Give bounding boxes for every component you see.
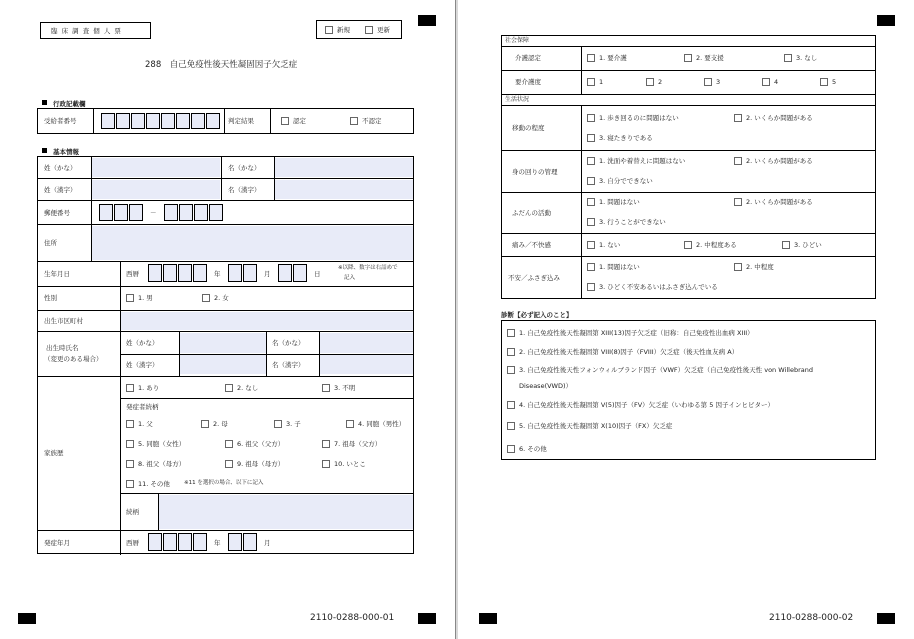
social-life-table bbox=[501, 35, 876, 299]
checkbox-icon bbox=[322, 440, 330, 448]
checkbox-icon bbox=[346, 420, 354, 428]
pain-opt-2[interactable]: 2. 中程度ある bbox=[684, 241, 737, 249]
page-code: 2110-0288-000-01 bbox=[310, 613, 395, 623]
registration-mark bbox=[479, 613, 497, 624]
care-level-3[interactable]: 3 bbox=[704, 78, 720, 86]
diagnosis-opt-4[interactable]: 4. 自己免疫性後天性凝固第 V(5)因子（FV）欠乏症（いわゆる第 5 因子インヒビター） bbox=[507, 401, 774, 409]
checkbox-icon bbox=[126, 384, 134, 392]
checkbox-icon bbox=[820, 78, 828, 86]
care-level-1[interactable]: 1 bbox=[587, 78, 603, 86]
care-cert-opt-2[interactable]: 2. 要支援 bbox=[684, 54, 724, 62]
birth-surname-kanji-label: 姓（漢字） bbox=[126, 361, 159, 369]
birth-month-label: 月 bbox=[264, 270, 271, 278]
relation-header: 発症者続柄 bbox=[126, 403, 159, 411]
checkbox-icon bbox=[126, 420, 134, 428]
diagnosis-opt-5[interactable]: 5. 自己免疫性後天性凝固第 X(10)因子（FX）欠乏症 bbox=[507, 422, 672, 430]
birthname-label: 出生時氏名 bbox=[46, 344, 79, 352]
birth-note: ※以降、数字は右詰めで bbox=[338, 265, 398, 271]
checkbox-icon bbox=[507, 445, 515, 453]
checkbox-icon bbox=[782, 241, 790, 249]
anxiety-opt-1[interactable]: 1. 問題はない bbox=[587, 263, 640, 271]
relation-label: 続柄 bbox=[126, 508, 139, 516]
approved-checkbox[interactable]: 認定 bbox=[281, 117, 306, 125]
checkbox-icon bbox=[225, 440, 233, 448]
checkbox-icon bbox=[507, 366, 515, 374]
birthname-label-2: （変更のある場合） bbox=[44, 355, 103, 363]
form-title-box bbox=[40, 22, 151, 39]
care-cert-opt-3[interactable]: 3. なし bbox=[784, 54, 817, 62]
checkbox-icon bbox=[734, 114, 742, 122]
care-cert-label: 介護認定 bbox=[515, 54, 541, 62]
checkbox-icon bbox=[734, 263, 742, 271]
care-level-4[interactable]: 4 bbox=[762, 78, 778, 86]
diagnosis-opt-3[interactable]: 3. 自己免疫性後天性フォンウィルブランド因子（VWF）欠乏症（自己免疫性後天性 von Willebrand bbox=[507, 366, 813, 374]
registration-mark bbox=[418, 15, 436, 26]
checkbox-icon bbox=[587, 241, 595, 249]
other-note: ※11 を選択の場合、以下に記入 bbox=[184, 480, 264, 486]
form-page-1 bbox=[0, 0, 455, 639]
checkbox-icon bbox=[587, 263, 595, 271]
pain-opt-3[interactable]: 3. ひどい bbox=[782, 241, 822, 249]
anxiety-opt-2[interactable]: 2. 中程度 bbox=[734, 263, 774, 271]
checkbox-icon bbox=[126, 294, 134, 302]
checkbox-icon bbox=[322, 460, 330, 468]
selfcare-opt-3[interactable]: 3. 自分でできない bbox=[587, 177, 653, 185]
checkbox-icon bbox=[587, 198, 595, 206]
diagnosis-table bbox=[501, 320, 876, 460]
pain-label: 痛み／不快感 bbox=[512, 241, 551, 249]
surname-kanji-label: 姓（漢字） bbox=[44, 186, 77, 194]
checkbox-icon bbox=[684, 241, 692, 249]
care-level-2[interactable]: 2 bbox=[646, 78, 662, 86]
registration-mark bbox=[877, 15, 895, 26]
checkbox-icon bbox=[325, 26, 333, 34]
female-checkbox[interactable]: 2. 女 bbox=[202, 294, 229, 302]
diagnosis-header: 診断【必ず記入のこと】 bbox=[501, 311, 573, 319]
judgment-label: 判定結果 bbox=[228, 117, 254, 125]
checkbox-icon bbox=[734, 198, 742, 206]
section-admin: 行政記載欄 bbox=[42, 99, 86, 108]
checkbox-icon bbox=[126, 480, 134, 488]
address-label: 住所 bbox=[44, 239, 57, 247]
checkbox-icon bbox=[507, 422, 515, 430]
given-kana-label: 名（かな） bbox=[228, 164, 261, 172]
form-page-2 bbox=[458, 0, 914, 639]
checkbox-icon bbox=[587, 218, 595, 226]
relation-opt-2[interactable]: 2. 母 bbox=[201, 420, 228, 428]
basic-info-table: 姓（かな） 名（かな） 姓（漢字） 名（漢字） 郵便番号 － 住所 生年月日 西暦 年 月 日 ※以降、数字は右詰めで 記入 性別 1. 男 2. 女 出生市区町村 出生時氏名 （変更のある場合） 姓（かな） 名（かな） 姓（漢字） 名（漢字） 家族歴 1. あり 2. なし 3. 不明 発症者続柄 1. 父 2. 母 3. 子 4. 同胞（男性） 5. 同胞（女性） 6. 祖父（父方） 7. 祖母（父方） 8. 祖父（母方） 9. 祖母（母方） 10. いとこ 11. その他 ※11 を選択の場合、以下に記入 続柄 発症年月 西暦 年 月 bbox=[37, 156, 414, 554]
diagnosis-opt-2[interactable]: 2. 自己免疫性後天性凝固第 VIII(8)因子（FVIII）欠乏症（後天性血友病 A） bbox=[507, 348, 738, 356]
checkbox-icon bbox=[281, 117, 289, 125]
birth-given-kana-label: 名（かな） bbox=[272, 339, 305, 347]
checkbox-icon bbox=[322, 384, 330, 392]
checkbox-icon bbox=[684, 54, 692, 62]
relation-opt-9[interactable]: 9. 祖母（母方） bbox=[225, 460, 284, 468]
activity-opt-3[interactable]: 3. 行うことができない bbox=[587, 218, 666, 226]
birthplace-label: 出生市区町村 bbox=[44, 317, 83, 325]
postal-label: 郵便番号 bbox=[44, 209, 70, 217]
onset-month-label: 月 bbox=[264, 539, 271, 547]
disease-title: 288 自己免疫性後天性凝固因子欠乏症 bbox=[145, 60, 298, 70]
relation-opt-8[interactable]: 8. 祖父（母方） bbox=[126, 460, 185, 468]
onset-year-label: 年 bbox=[214, 539, 221, 547]
relation-opt-6[interactable]: 6. 祖父（父方） bbox=[225, 440, 284, 448]
new-checkbox[interactable]: 新規 bbox=[325, 26, 350, 34]
selfcare-opt-2[interactable]: 2. いくらか問題がある bbox=[734, 157, 813, 165]
checkbox-icon bbox=[274, 420, 282, 428]
checkbox-icon bbox=[350, 117, 358, 125]
admin-table bbox=[37, 108, 414, 134]
diagnosis-opt-6[interactable]: 6. その他 bbox=[507, 445, 547, 453]
given-kanji-label: 名（漢字） bbox=[228, 186, 261, 194]
relation-opt-4[interactable]: 4. 同胞（男性） bbox=[346, 420, 405, 428]
mobility-opt-2[interactable]: 2. いくらか問題がある bbox=[734, 114, 813, 122]
checkbox-icon bbox=[784, 54, 792, 62]
checkbox-icon bbox=[126, 460, 134, 468]
onset-era-label: 西暦 bbox=[126, 539, 139, 547]
birth-year-label: 年 bbox=[214, 270, 221, 278]
not-approved-checkbox[interactable]: 不認定 bbox=[350, 117, 382, 125]
checkbox-icon bbox=[587, 283, 595, 291]
page-code: 2110-0288-000-02 bbox=[769, 613, 854, 623]
checkbox-icon bbox=[587, 114, 595, 122]
checkbox-icon bbox=[587, 177, 595, 185]
family-opt-1[interactable]: 1. あり bbox=[126, 384, 159, 392]
checkbox-icon bbox=[507, 348, 515, 356]
birth-surname-kana-label: 姓（かな） bbox=[126, 339, 159, 347]
checkbox-icon bbox=[587, 54, 595, 62]
checkbox-icon bbox=[201, 420, 209, 428]
male-checkbox[interactable]: 1. 男 bbox=[126, 294, 153, 302]
care-level-label: 要介護度 bbox=[515, 78, 541, 86]
relation-opt-7[interactable]: 7. 祖母（父方） bbox=[322, 440, 381, 448]
family-opt-2[interactable]: 2. なし bbox=[225, 384, 258, 392]
recipient-no-label: 受給者番号 bbox=[44, 117, 77, 125]
registration-mark bbox=[18, 613, 36, 624]
checkbox-icon bbox=[734, 157, 742, 165]
relation-opt-10[interactable]: 10. いとこ bbox=[322, 460, 366, 468]
checkbox-icon bbox=[646, 78, 654, 86]
activity-opt-1[interactable]: 1. 問題はない bbox=[587, 198, 640, 206]
birth-day-label: 日 bbox=[314, 270, 321, 278]
relation-opt-11[interactable]: 11. その他 bbox=[126, 480, 170, 488]
birth-label: 生年月日 bbox=[44, 270, 70, 278]
checkbox-icon bbox=[587, 134, 595, 142]
checkbox-icon bbox=[365, 26, 373, 34]
pain-opt-1[interactable]: 1. ない bbox=[587, 241, 620, 249]
social-header: 社会保障 bbox=[505, 37, 530, 44]
family-label: 家族歴 bbox=[44, 449, 64, 457]
relation-opt-5[interactable]: 5. 同胞（女性） bbox=[126, 440, 185, 448]
registration-mark bbox=[418, 613, 436, 624]
life-header: 生活状況 bbox=[505, 96, 530, 103]
diagnosis-opt-1[interactable]: 1. 自己免疫性後天性凝固第 XIII(13)因子欠乏症（旧称：自己免疫性出血病 XIII） bbox=[507, 329, 754, 337]
relation-opt-3[interactable]: 3. 子 bbox=[274, 420, 301, 428]
relation-opt-1[interactable]: 1. 父 bbox=[126, 420, 153, 428]
section-basic: 基本情報 bbox=[42, 147, 79, 156]
selfcare-label: 身の回りの管理 bbox=[512, 168, 558, 176]
checkbox-icon bbox=[507, 329, 515, 337]
checkbox-icon bbox=[704, 78, 712, 86]
mobility-label: 移動の程度 bbox=[512, 124, 545, 132]
registration-mark bbox=[877, 613, 895, 624]
birth-note-2: 記入 bbox=[344, 275, 356, 281]
activity-label: ふだんの活動 bbox=[512, 209, 551, 217]
family-opt-3[interactable]: 3. 不明 bbox=[322, 384, 355, 392]
anxiety-opt-3[interactable]: 3. ひどく不安あるいはふさぎ込んでいる bbox=[587, 283, 718, 291]
new-update-box bbox=[316, 20, 402, 39]
form-title: 臨 床 調 査 個 人 票 bbox=[51, 27, 122, 35]
checkbox-icon bbox=[762, 78, 770, 86]
birth-given-kanji-label: 名（漢字） bbox=[272, 361, 305, 369]
checkbox-icon bbox=[126, 440, 134, 448]
selfcare-opt-1[interactable]: 1. 洗面や着替えに問題はない bbox=[587, 157, 685, 165]
care-cert-opt-1[interactable]: 1. 要介護 bbox=[587, 54, 627, 62]
checkbox-icon bbox=[587, 78, 595, 86]
activity-opt-2[interactable]: 2. いくらか問題がある bbox=[734, 198, 813, 206]
checkbox-icon bbox=[225, 384, 233, 392]
mobility-opt-3[interactable]: 3. 寝たきりである bbox=[587, 134, 653, 142]
mobility-opt-1[interactable]: 1. 歩き回るのに問題はない bbox=[587, 114, 679, 122]
diagnosis-opt-3-cont: Disease(VWD)） bbox=[519, 382, 573, 390]
checkbox-icon bbox=[225, 460, 233, 468]
birth-era-label: 西暦 bbox=[126, 270, 139, 278]
checkbox-icon bbox=[507, 401, 515, 409]
surname-kana-label: 姓（かな） bbox=[44, 164, 77, 172]
update-checkbox[interactable]: 更新 bbox=[365, 26, 390, 34]
anxiety-label: 不安／ふさぎ込み bbox=[508, 274, 560, 282]
checkbox-icon bbox=[587, 157, 595, 165]
onset-label: 発症年月 bbox=[44, 539, 70, 547]
sex-label: 性別 bbox=[44, 294, 57, 302]
care-level-5[interactable]: 5 bbox=[820, 78, 836, 86]
checkbox-icon bbox=[202, 294, 210, 302]
